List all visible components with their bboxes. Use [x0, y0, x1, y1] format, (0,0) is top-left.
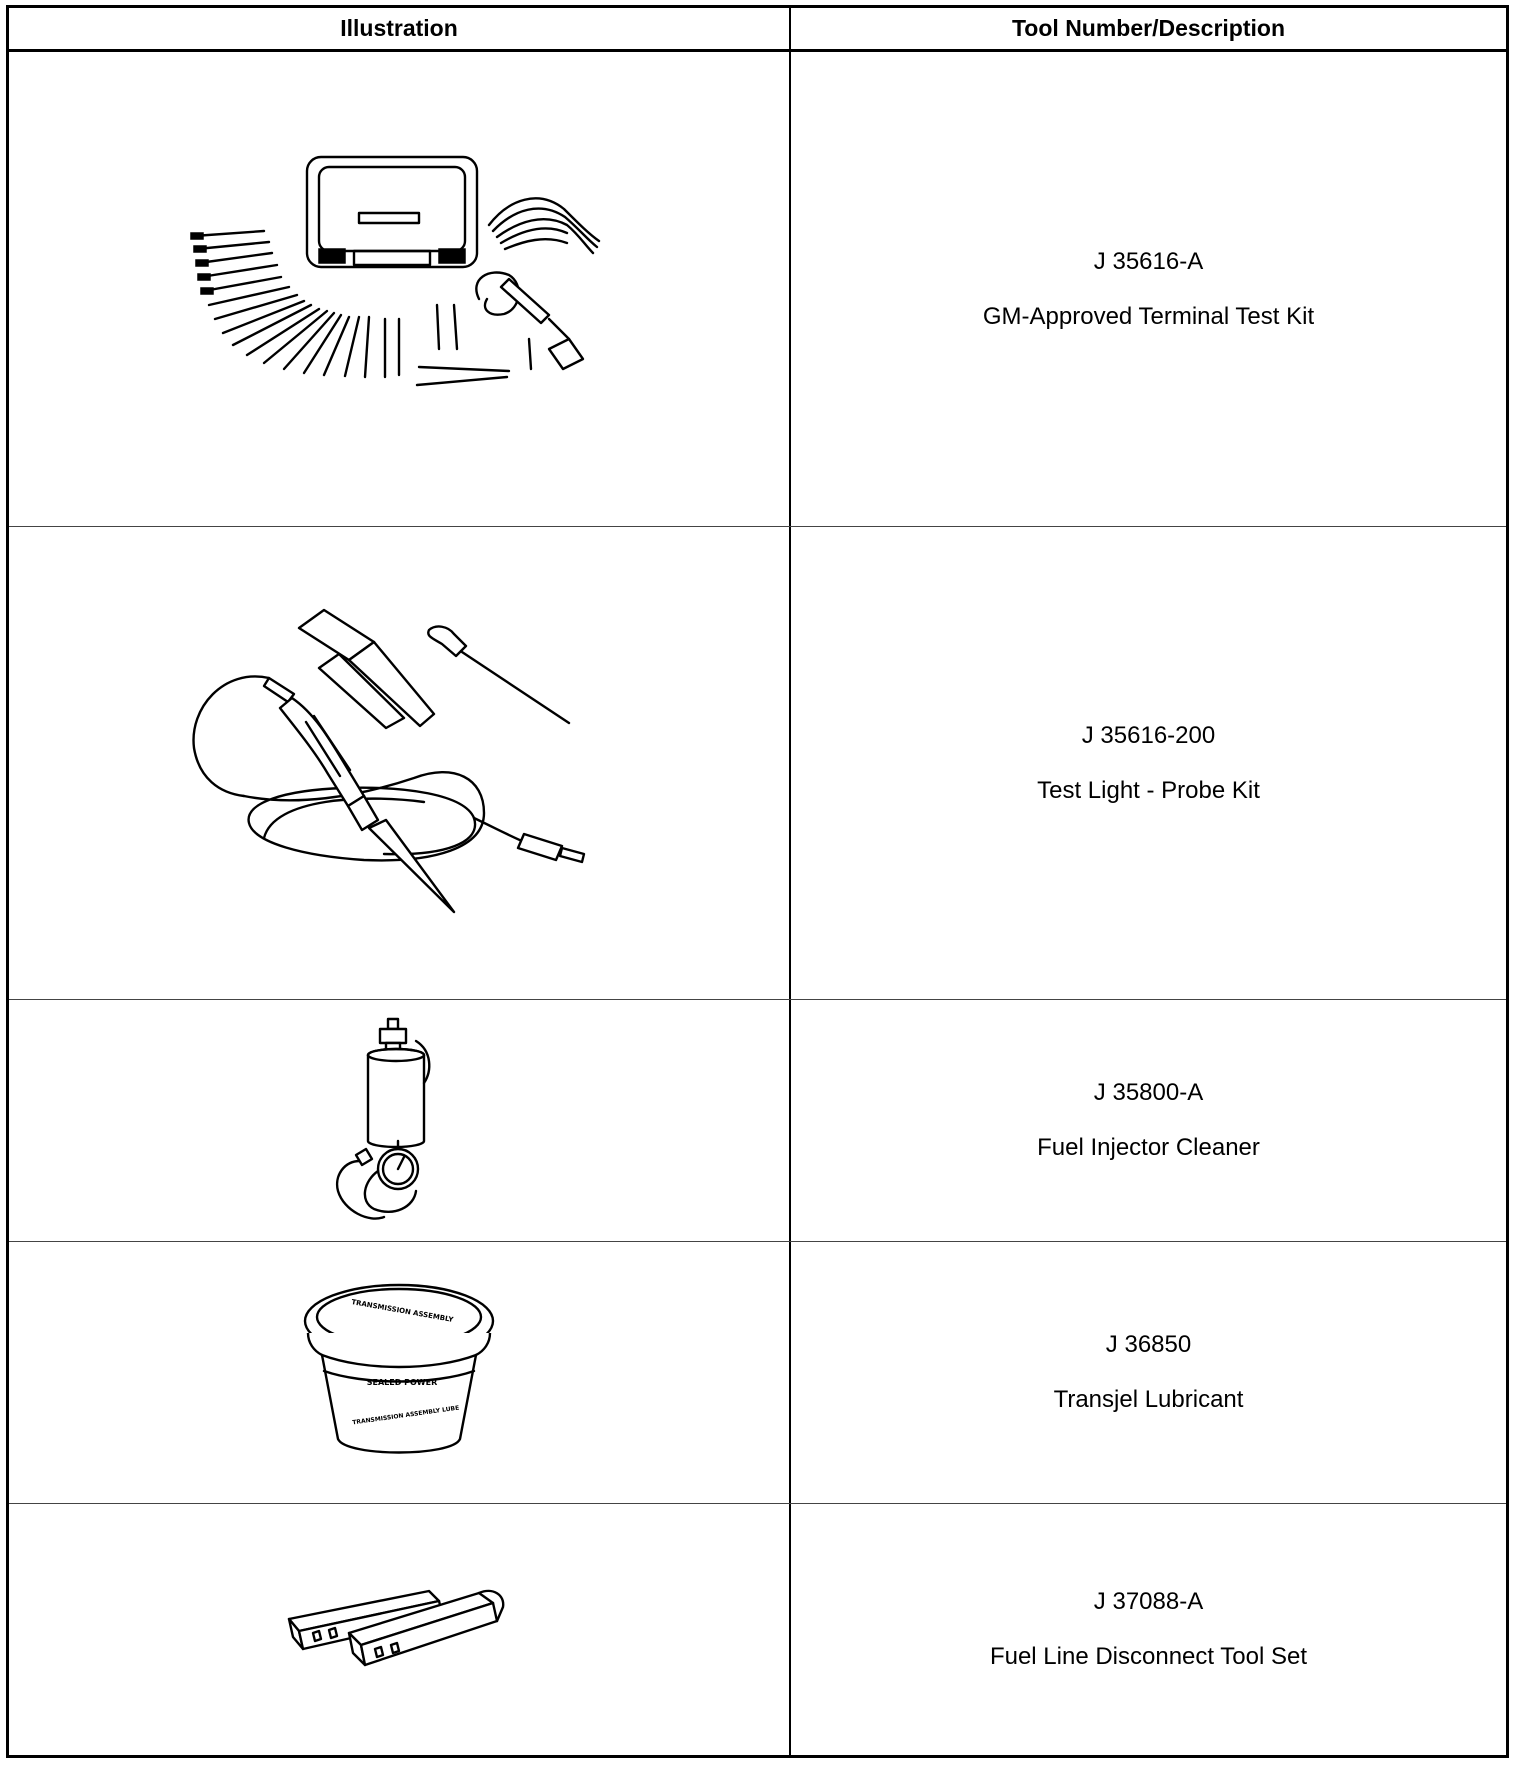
tool-description-cell	[791, 1504, 1506, 1755]
table-header	[9, 8, 1506, 52]
tool-description-cell	[791, 1242, 1506, 1503]
lubricant-tub-icon	[294, 1273, 504, 1473]
tool-name: Test Light - Probe Kit	[1037, 776, 1260, 804]
illustration-cell	[9, 1000, 789, 1241]
table-row	[9, 1000, 1506, 1242]
illustration-cell	[9, 527, 789, 999]
table-row	[9, 1242, 1506, 1504]
brand-label: SEALED POWER	[366, 1377, 438, 1387]
tool-number: J 37088-A	[1093, 1588, 1204, 1615]
tool-description-cell	[791, 527, 1506, 999]
terminal-test-kit-case-icon	[169, 139, 629, 439]
special-tools-table	[6, 5, 1509, 1758]
illustration-cell	[9, 1242, 789, 1503]
table-row	[9, 527, 1506, 1000]
table-row	[9, 1504, 1506, 1755]
tool-number: J 35800-A	[1093, 1079, 1204, 1106]
illustration-cell	[9, 52, 789, 526]
table-row	[9, 52, 1506, 527]
illustration-column-header: Illustration	[340, 15, 458, 41]
product-label: TRANSMISSION ASSEMBLY LUBE	[351, 1404, 460, 1426]
tool-name: GM-Approved Terminal Test Kit	[982, 302, 1315, 330]
lid-label: TRANSMISSION ASSEMBLY	[350, 1297, 454, 1324]
tool-name: Transjel Lubricant	[1053, 1386, 1244, 1413]
tool-name: Fuel Injector Cleaner	[1037, 1134, 1260, 1161]
tool-number: J 36850	[1105, 1331, 1192, 1358]
tool-column-header: Tool Number/Description	[1011, 15, 1286, 41]
tool-description-cell	[791, 52, 1506, 526]
fuel-injector-cleaner-icon	[324, 1011, 474, 1231]
tool-number: J 35616-200	[1081, 721, 1216, 749]
tool-description-cell	[791, 1000, 1506, 1241]
test-light-probe-icon	[164, 598, 634, 928]
fuel-line-disconnect-tools-icon	[279, 1575, 519, 1685]
tool-number: J 35616-A	[1093, 247, 1204, 275]
tool-name: Fuel Line Disconnect Tool Set	[989, 1643, 1308, 1670]
illustration-cell	[9, 1504, 789, 1755]
